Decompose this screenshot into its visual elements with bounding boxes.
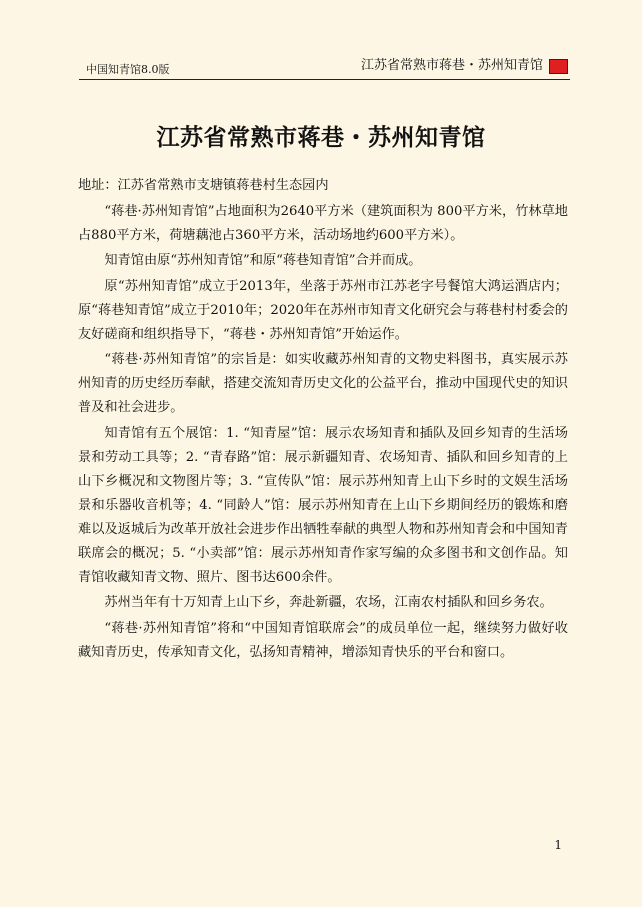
paragraph-purpose: “蒋巷·苏州知青馆”的宗旨是：如实收藏苏州知青的文物史料图书，真实展示苏州知青的历史经历奉献，搭建交流知青历史文化的公益平台，推动中国现代史的知识普及和社会进步。 [78,352,568,415]
page-title: 江苏省常熟市蒋巷・苏州知青馆 [156,124,486,152]
paragraph-youth-count: 苏州当年有十万知青上山下乡，奔赴新疆，农场，江南农村插队和回乡务农。 [104,595,553,610]
document-body [78,174,568,666]
paragraph-closing: “蒋巷·苏州知青馆”将和“中国知青馆联席会”的成员单位一起，继续努力做好收藏知青历史，传承知青文化，弘扬知青精神，增添知青快乐的平台和窗口。 [78,620,568,660]
paragraph-merger: 知青馆由原“苏州知青馆”和原“蒋巷知青馆”合并而成。 [104,253,422,268]
address-line: 地址：江苏省常熟市支塘镇蒋巷村生态园内 [78,178,329,193]
page-number: 1 [554,838,562,852]
paragraph-exhibits: 知青馆有五个展馆：1. “知青屋”馆：展示农场知青和插队及回乡知青的生活场景和劳动工具等；2. “青春路”馆：展示新疆知青、农场知青、插队和回乡知青的上山下乡概况和文物图片等；3. “宣传队”馆：展示苏州知青上山下乡时的文娱生活场景和乐器收音机等；4. “同龄人”馆：展示苏州知青在上山下乡期间经历的锻炼和磨难以及返城后为改革开放社会进步作出牺牲奉献的典型人物和苏州知青会和中国知青联席会的概况；5. “小卖部”馆：展示苏州知青作家写编的众多图书和文创作品。知青馆收藏知青文物、照片、图书达600余件。 [78,425,568,585]
header-right-text: 江苏省常熟市蒋巷・苏州知青馆 [360,58,543,73]
header-left-text: 中国知青馆8.0版 [86,63,170,76]
header-divider [79,79,570,80]
red-square-icon [549,59,568,74]
paragraph-history: 原“苏州知青馆”成立于2013年，坐落于苏州市江苏老字号餐馆大鸿运酒店内；原“蒋巷知青馆”成立于2010年；2020年在苏州市知青文化研究会与蒋巷村村委会的友好磋商和组织指导下，“蒋巷・苏州知青馆”开始运作。 [78,278,568,342]
paragraph-area: “蒋巷·苏州知青馆”占地面积为2640平方米（建筑面积为 800平方米，竹林草地占880平方米，荷塘藕池占360平方米，活动场地约600平方米）。 [78,203,568,243]
header-right [361,57,568,75]
